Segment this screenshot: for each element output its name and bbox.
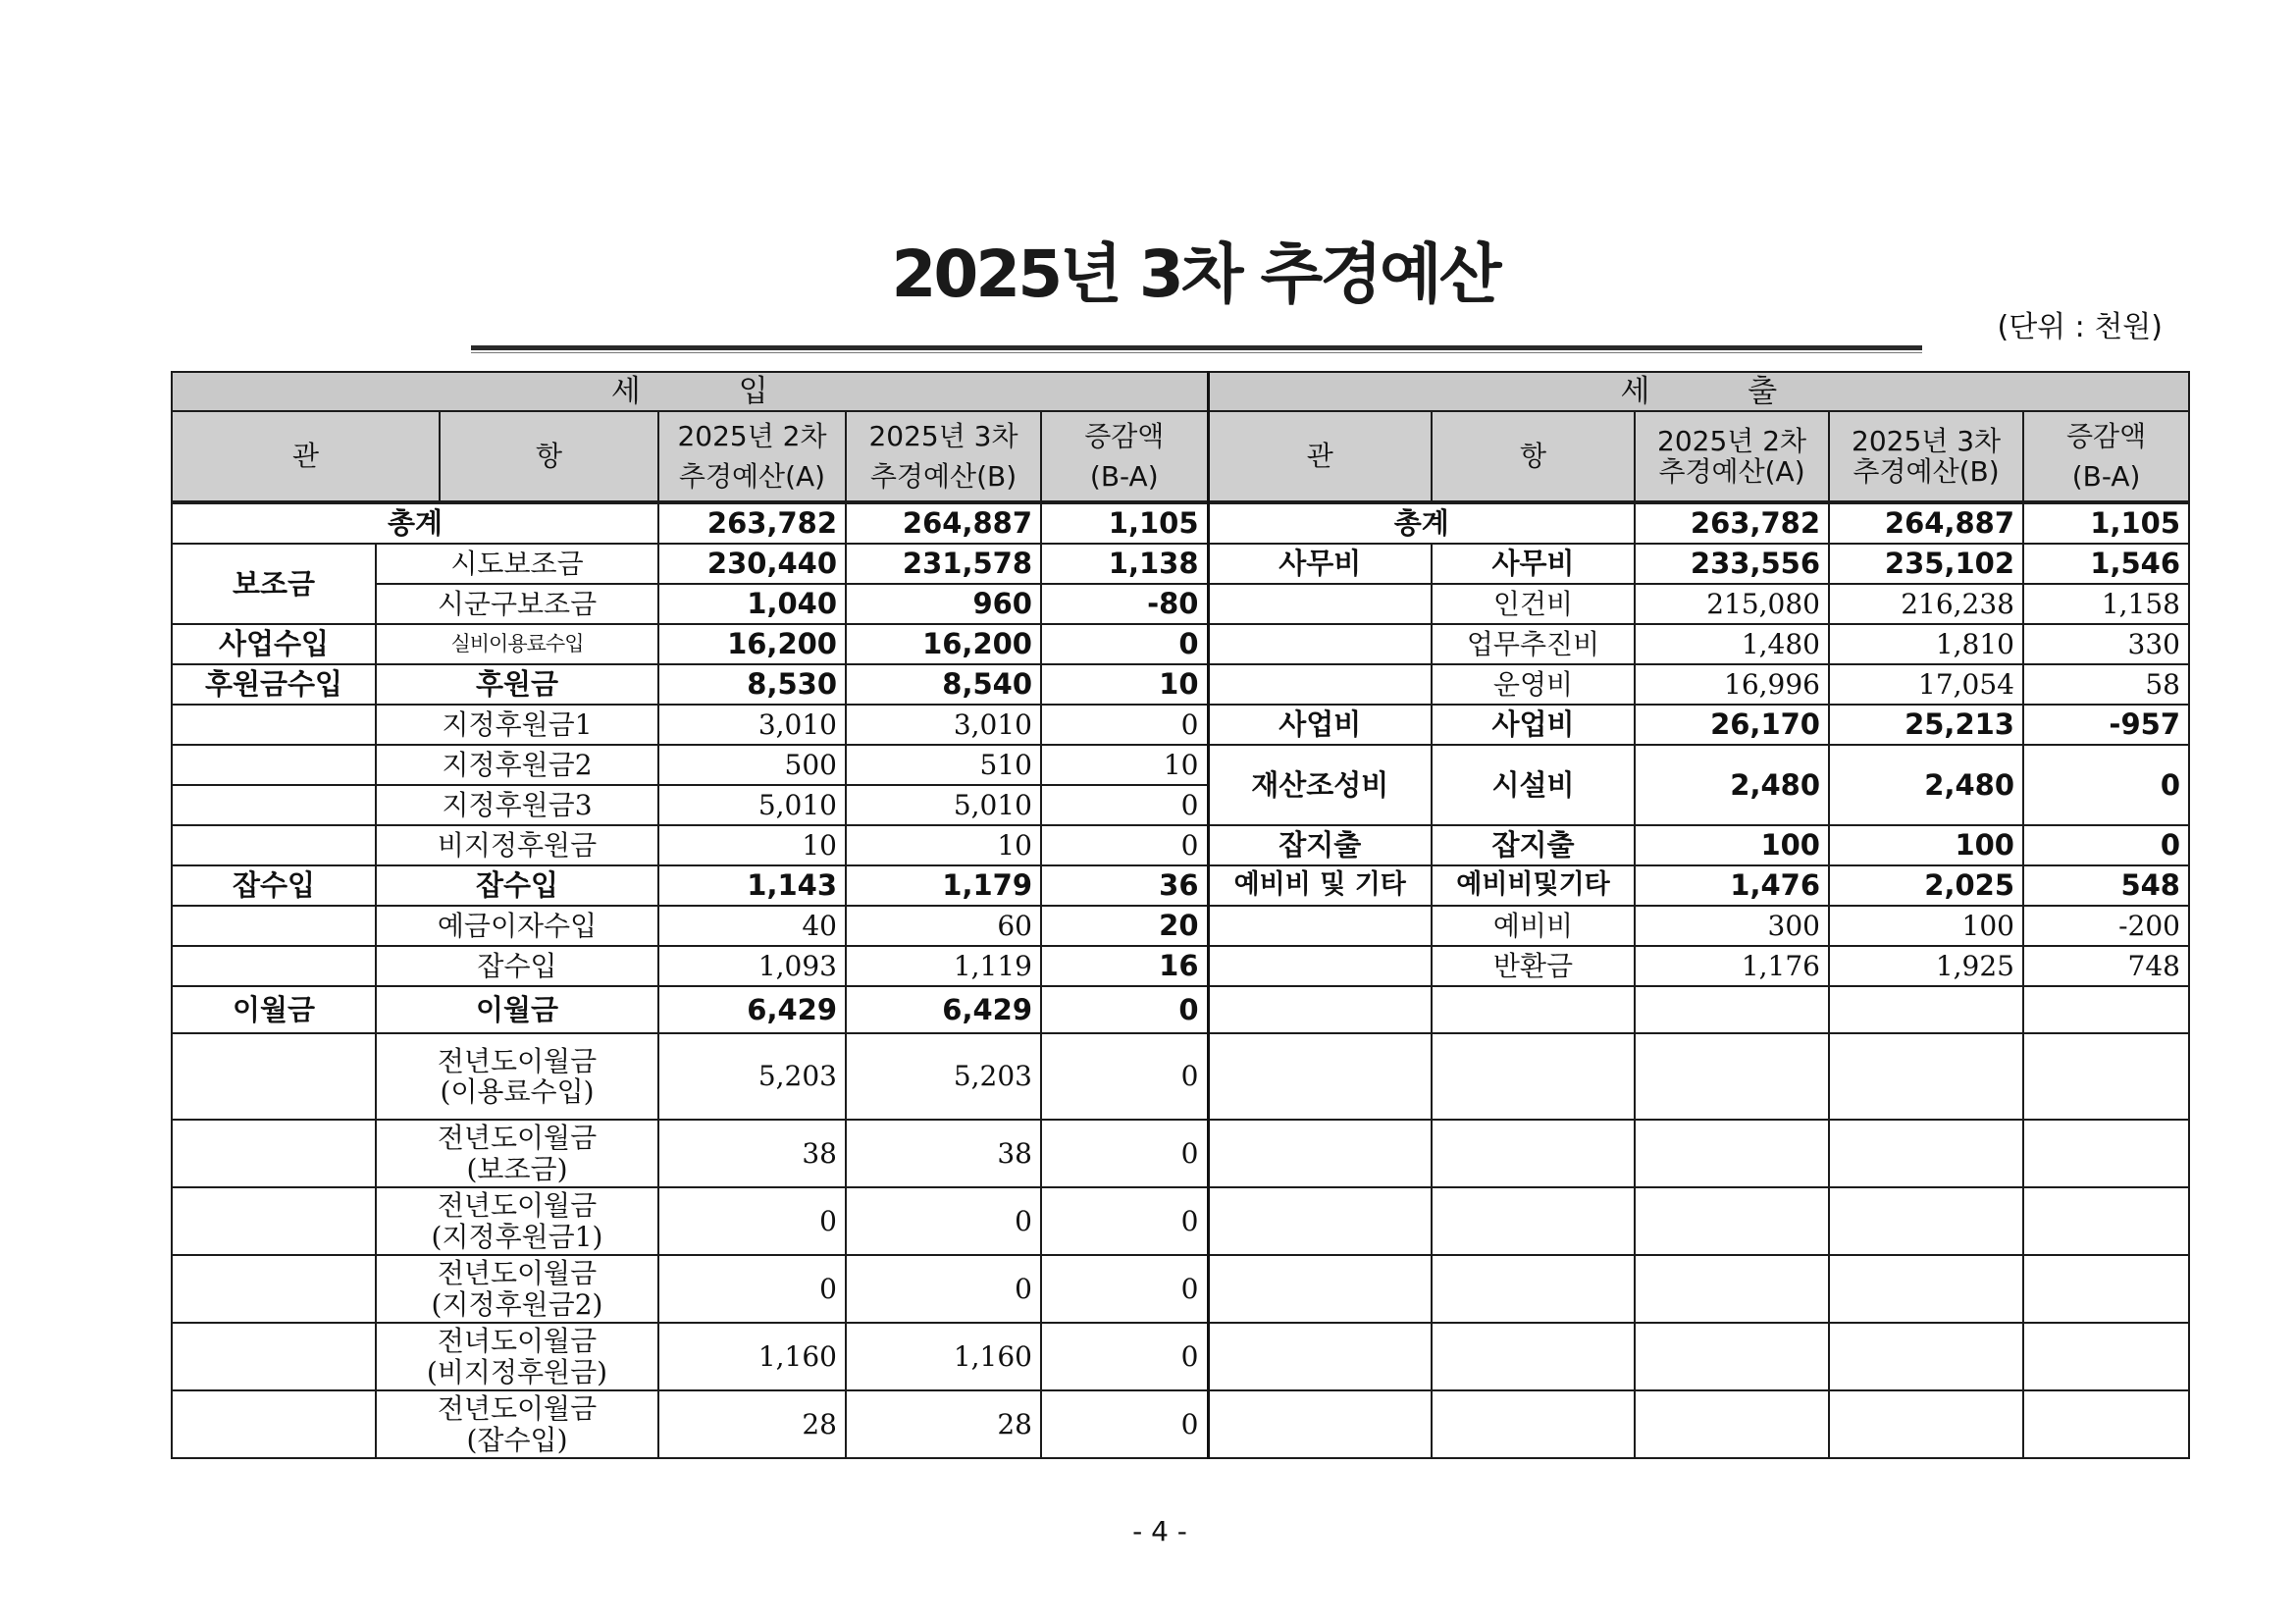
expense-curr-value: 1,925 (1829, 946, 2023, 986)
income-prev-value: 38 (658, 1120, 846, 1187)
income-prev-value: 230,440 (658, 544, 846, 584)
empty-cell (1432, 1187, 1635, 1255)
income-hang-cell (376, 1120, 658, 1187)
income-prev-value: 5,010 (658, 785, 846, 825)
income-prev-value: 1,093 (658, 946, 846, 986)
expense-prev-value: 2,480 (1635, 745, 1829, 825)
header-line: 2025년 2차 (677, 419, 827, 452)
income-curr-value: 3,010 (846, 705, 1041, 745)
empty-cell (1208, 946, 1432, 986)
income-curr-value: 1,160 (846, 1323, 1041, 1390)
income-prev-value: 0 (658, 1255, 846, 1323)
income-prev-value: 40 (658, 906, 846, 946)
table-row (172, 584, 2189, 624)
header-line: 추경예산(A) (678, 460, 826, 493)
empty-cell (1432, 1390, 1635, 1458)
empty-cell (2023, 1033, 2189, 1120)
empty-cell (1208, 1323, 1432, 1390)
income-gwan-cell: 이월금 (172, 986, 376, 1033)
empty-cell (2023, 1323, 2189, 1390)
empty-cell (1829, 1323, 2023, 1390)
income-curr-value: 264,887 (846, 503, 1041, 544)
empty-cell (172, 1323, 376, 1390)
header-line: 2025년 2차 (1657, 424, 1807, 457)
expense-prev-value: 26,170 (1635, 705, 1829, 745)
title-rule (471, 345, 1922, 354)
expense-diff-value: 0 (2023, 745, 2189, 825)
income-hang-cell: 시군구보조금 (376, 584, 658, 624)
hang-line: 전녀도이월금 (437, 1325, 598, 1358)
expense-hang-cell: 예비비및기타 (1432, 865, 1635, 906)
income-section-label: 세 입 (610, 373, 768, 409)
empty-cell (172, 1255, 376, 1323)
header-line: 2025년 3차 (868, 419, 1018, 452)
income-curr-value: 510 (846, 745, 1041, 785)
expense-prev-value: 1,480 (1635, 624, 1829, 664)
expense-curr-value: 100 (1829, 906, 2023, 946)
income-hang-cell: 잡수입 (376, 865, 658, 906)
income-curr-value: 1,119 (846, 946, 1041, 986)
income-diff-value: 0 (1041, 986, 1208, 1033)
hang-sub-line: (잡수입) (466, 1423, 568, 1456)
expense-diff-value: 748 (2023, 946, 2189, 986)
header-line: (B-A) (2071, 460, 2141, 493)
hang-sub-line: (보조금) (466, 1152, 568, 1185)
income-diff-value: 0 (1041, 1187, 1208, 1255)
empty-cell (2023, 1255, 2189, 1323)
empty-cell (1208, 664, 1432, 705)
income-prev-value: 16,200 (658, 624, 846, 664)
income-curr-value: 1,179 (846, 865, 1041, 906)
income-hang-cell: 지정후원금2 (376, 745, 658, 785)
expense-section-header (1208, 372, 2189, 411)
empty-cell (2023, 986, 2189, 1033)
empty-cell (1635, 986, 1829, 1033)
income-gwan-cell: 잡수입 (172, 865, 376, 906)
hang-sub-line: (지정후원금2) (431, 1287, 603, 1321)
empty-cell (1829, 986, 2023, 1033)
expense-curr-value: 264,887 (1829, 503, 2023, 544)
expense-gwan-cell: 사무비 (1208, 544, 1432, 584)
empty-cell (172, 745, 376, 785)
empty-cell (1829, 1187, 2023, 1255)
empty-cell (2023, 1390, 2189, 1458)
income-prev-value: 3,010 (658, 705, 846, 745)
expense-curr-value: 2,025 (1829, 865, 2023, 906)
hang-line: 전년도이월금 (437, 1189, 598, 1223)
table-row (172, 825, 2189, 865)
income-curr-header (846, 411, 1041, 501)
expense-prev-value: 16,996 (1635, 664, 1829, 705)
empty-cell (1208, 584, 1432, 624)
expense-diff-value: -957 (2023, 705, 2189, 745)
expense-hang-cell: 잡지출 (1432, 825, 1635, 865)
empty-cell (172, 1033, 376, 1120)
expense-diff-value: 1,158 (2023, 584, 2189, 624)
income-curr-value: 0 (846, 1255, 1041, 1323)
income-diff-value: 0 (1041, 1033, 1208, 1120)
income-curr-value: 10 (846, 825, 1041, 865)
income-hang-cell: 잡수입 (376, 946, 658, 986)
empty-cell (172, 825, 376, 865)
empty-cell (1829, 1033, 2023, 1120)
header-line: 증감액 (2065, 419, 2147, 452)
expense-curr-value: 1,810 (1829, 624, 2023, 664)
empty-cell (1635, 1033, 1829, 1120)
expense-hang-cell: 인건비 (1432, 584, 1635, 624)
empty-cell (172, 1390, 376, 1458)
empty-cell (1635, 1187, 1829, 1255)
income-hang-cell (376, 1323, 658, 1390)
income-curr-value: 16,200 (846, 624, 1041, 664)
income-prev-value: 263,782 (658, 503, 846, 544)
income-prev-value: 1,143 (658, 865, 846, 906)
expense-diff-value: 548 (2023, 865, 2189, 906)
income-prev-value: 0 (658, 1187, 846, 1255)
expense-gwan-cell: 예비비 및 기타 (1208, 865, 1432, 906)
expense-hang-cell: 운영비 (1432, 664, 1635, 705)
empty-cell (1432, 1323, 1635, 1390)
income-curr-value: 8,540 (846, 664, 1041, 705)
empty-cell (172, 1187, 376, 1255)
income-diff-value: 0 (1041, 1120, 1208, 1187)
table-row (172, 544, 2189, 584)
empty-cell (1208, 1390, 1432, 1458)
income-prev-value: 1,040 (658, 584, 846, 624)
income-section-header (172, 372, 1208, 411)
income-prev-value: 8,530 (658, 664, 846, 705)
empty-cell (1208, 906, 1432, 946)
empty-cell (1432, 1255, 1635, 1323)
expense-hang-cell: 반환금 (1432, 946, 1635, 986)
table-row (172, 1255, 2189, 1323)
hang-line: 전년도이월금 (437, 1122, 598, 1155)
income-prev-value: 28 (658, 1390, 846, 1458)
budget-table-header (171, 371, 2190, 502)
income-diff-value: -80 (1041, 584, 1208, 624)
expense-total-label: 총계 (1208, 503, 1635, 544)
expense-curr-header (1829, 411, 2023, 501)
expense-curr-value: 25,213 (1829, 705, 2023, 745)
income-hang-cell: 예금이자수입 (376, 906, 658, 946)
expense-diff-value: 0 (2023, 825, 2189, 865)
expense-hang-cell: 사무비 (1432, 544, 1635, 584)
expense-curr-value: 2,480 (1829, 745, 2023, 825)
header-line: 추경예산(A) (1658, 455, 1805, 488)
income-gwan-cell: 사업수입 (172, 624, 376, 664)
income-hang-cell: 후원금 (376, 664, 658, 705)
empty-cell (1829, 1255, 2023, 1323)
expense-hang-cell: 시설비 (1432, 745, 1635, 825)
expense-prev-header (1635, 411, 1829, 501)
empty-cell (1829, 1390, 2023, 1458)
income-gwan-cell: 후원금수입 (172, 664, 376, 705)
empty-cell (1635, 1390, 1829, 1458)
table-row (172, 745, 2189, 785)
table-row (172, 865, 2189, 906)
expense-gwan-cell: 잡지출 (1208, 825, 1432, 865)
unit-note: (단위 : 천원) (1997, 310, 2163, 344)
income-gwan-header: 관 (172, 411, 440, 501)
hang-line: 전년도이월금 (437, 1257, 598, 1290)
income-curr-value: 5,010 (846, 785, 1041, 825)
empty-cell (1432, 986, 1635, 1033)
hang-line: 전년도이월금 (437, 1044, 598, 1077)
table-row (172, 1120, 2189, 1187)
income-diff-value: 0 (1041, 1255, 1208, 1323)
header-line: 증감액 (1084, 419, 1165, 452)
expense-curr-value: 100 (1829, 825, 2023, 865)
empty-cell (1208, 1187, 1432, 1255)
income-curr-value: 960 (846, 584, 1041, 624)
header-line: 추경예산(B) (869, 460, 1018, 493)
header-line: (B-A) (1089, 460, 1159, 493)
header-line: 추경예산(B) (1852, 455, 2000, 488)
income-prev-value: 10 (658, 825, 846, 865)
empty-cell (1208, 624, 1432, 664)
income-curr-value: 5,203 (846, 1033, 1041, 1120)
hang-sub-line: (비지정후원금) (426, 1355, 608, 1388)
table-row (172, 705, 2189, 745)
table-row (172, 1323, 2189, 1390)
income-hang-cell: 실비이용료수입 (376, 624, 658, 664)
expense-gwan-cell: 사업비 (1208, 705, 1432, 745)
income-diff-value: 0 (1041, 825, 1208, 865)
empty-cell (1432, 1033, 1635, 1120)
income-prev-value: 500 (658, 745, 846, 785)
expense-curr-value: 235,102 (1829, 544, 2023, 584)
expense-curr-value: 17,054 (1829, 664, 2023, 705)
income-curr-value: 0 (846, 1187, 1041, 1255)
income-curr-value: 6,429 (846, 986, 1041, 1033)
income-prev-header (658, 411, 846, 501)
expense-hang-header: 항 (1432, 411, 1635, 501)
income-hang-cell (376, 1033, 658, 1120)
expense-prev-value: 263,782 (1635, 503, 1829, 544)
income-hang-cell (376, 1255, 658, 1323)
empty-cell (1635, 1255, 1829, 1323)
expense-prev-value: 300 (1635, 906, 1829, 946)
expense-diff-header (2023, 411, 2189, 501)
empty-cell (172, 785, 376, 825)
empty-cell (172, 705, 376, 745)
table-row (172, 664, 2189, 705)
income-hang-cell (376, 1390, 658, 1458)
income-hang-cell: 지정후원금1 (376, 705, 658, 745)
income-prev-value: 5,203 (658, 1033, 846, 1120)
income-diff-value: 20 (1041, 906, 1208, 946)
table-row (172, 986, 2189, 1033)
expense-section-label: 세 출 (1620, 373, 1778, 409)
income-curr-value: 231,578 (846, 544, 1041, 584)
empty-cell (172, 1120, 376, 1187)
empty-cell (1829, 1120, 2023, 1187)
income-total-label: 총계 (172, 503, 658, 544)
income-hang-cell: 지정후원금3 (376, 785, 658, 825)
income-hang-header: 항 (440, 411, 658, 501)
empty-cell (1208, 1033, 1432, 1120)
income-hang-cell: 시도보조금 (376, 544, 658, 584)
income-hang-cell: 비지정후원금 (376, 825, 658, 865)
page-title: 2025년 3차 추경예산 (891, 236, 1499, 312)
income-diff-value: 36 (1041, 865, 1208, 906)
table-row (172, 1187, 2189, 1255)
expense-diff-value: 1,546 (2023, 544, 2189, 584)
income-curr-value: 28 (846, 1390, 1041, 1458)
income-hang-cell: 이월금 (376, 986, 658, 1033)
empty-cell (1635, 1323, 1829, 1390)
expense-gwan-cell: 재산조성비 (1208, 745, 1432, 825)
empty-cell (172, 906, 376, 946)
empty-cell (1208, 1255, 1432, 1323)
header-line: 2025년 3차 (1852, 424, 2002, 457)
table-row (172, 906, 2189, 946)
page-number: - 4 - (1132, 1515, 1187, 1547)
empty-cell (1635, 1120, 1829, 1187)
income-curr-value: 60 (846, 906, 1041, 946)
table-row (172, 1033, 2189, 1120)
expense-diff-value: 58 (2023, 664, 2189, 705)
table-row (172, 503, 2189, 544)
income-diff-value: 10 (1041, 745, 1208, 785)
income-diff-value: 1,138 (1041, 544, 1208, 584)
expense-prev-value: 233,556 (1635, 544, 1829, 584)
expense-hang-cell: 업무추진비 (1432, 624, 1635, 664)
income-gwan-cell: 보조금 (172, 544, 376, 624)
income-diff-value: 1,105 (1041, 503, 1208, 544)
income-diff-value: 0 (1041, 1390, 1208, 1458)
expense-hang-cell: 예비비 (1432, 906, 1635, 946)
expense-curr-value: 216,238 (1829, 584, 2023, 624)
income-diff-value: 0 (1041, 624, 1208, 664)
budget-table-body (171, 502, 2190, 1459)
income-diff-value: 10 (1041, 664, 1208, 705)
income-prev-value: 1,160 (658, 1323, 846, 1390)
empty-cell (2023, 1187, 2189, 1255)
income-curr-value: 38 (846, 1120, 1041, 1187)
income-hang-cell (376, 1187, 658, 1255)
empty-cell (1208, 986, 1432, 1033)
empty-cell (2023, 1120, 2189, 1187)
empty-cell (1208, 1120, 1432, 1187)
expense-prev-value: 1,176 (1635, 946, 1829, 986)
expense-prev-value: 100 (1635, 825, 1829, 865)
income-diff-value: 16 (1041, 946, 1208, 986)
hang-line: 전년도이월금 (437, 1392, 598, 1426)
expense-gwan-header: 관 (1208, 411, 1432, 501)
table-row (172, 624, 2189, 664)
expense-hang-cell: 사업비 (1432, 705, 1635, 745)
expense-diff-value: -200 (2023, 906, 2189, 946)
expense-diff-value: 330 (2023, 624, 2189, 664)
expense-diff-value: 1,105 (2023, 503, 2189, 544)
table-row (172, 1390, 2189, 1458)
income-diff-value: 0 (1041, 705, 1208, 745)
income-diff-header (1041, 411, 1208, 501)
empty-cell (1432, 1120, 1635, 1187)
table-row (172, 946, 2189, 986)
expense-prev-value: 215,080 (1635, 584, 1829, 624)
empty-cell (172, 946, 376, 986)
expense-prev-value: 1,476 (1635, 865, 1829, 906)
income-diff-value: 0 (1041, 1323, 1208, 1390)
income-diff-value: 0 (1041, 785, 1208, 825)
hang-sub-line: (지정후원금1) (431, 1220, 603, 1253)
hang-sub-line: (이용료수입) (440, 1075, 595, 1108)
income-prev-value: 6,429 (658, 986, 846, 1033)
